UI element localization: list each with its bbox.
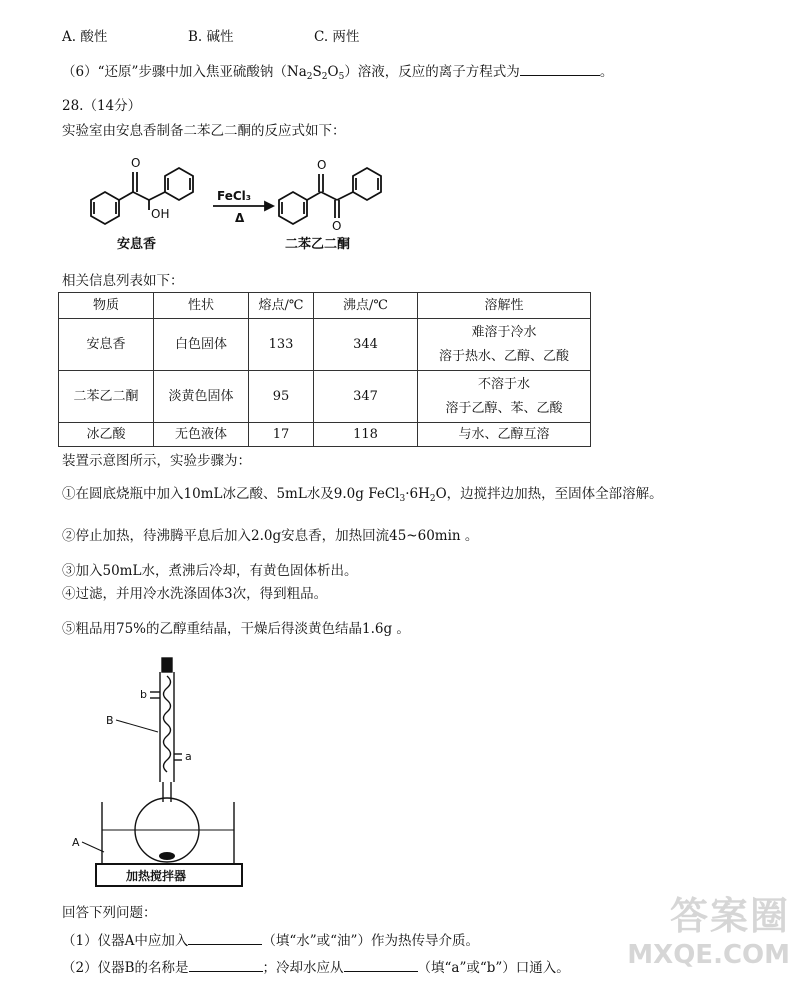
- q2-name-blank[interactable]: [189, 957, 263, 972]
- apparatus-diagram: [62, 652, 262, 892]
- cell-mp: 133: [249, 319, 314, 371]
- step-2: ②停止加热，待沸腾平息后加入2.0g安息香，加热回流45~60min 。: [62, 528, 479, 544]
- q2-port-blank[interactable]: [344, 957, 418, 972]
- q6-end: 。: [599, 64, 614, 80]
- step-4: ④过滤，并用冷水洗涤固体3次，得到粗品。: [62, 586, 328, 602]
- option-b: B. 碱性: [188, 29, 234, 45]
- table-row: [59, 423, 591, 447]
- q28-intro: 实验室由安息香制备二苯乙二酮的反应式如下：: [62, 123, 346, 139]
- question-6: [62, 61, 613, 81]
- cell-bp: 344: [314, 319, 418, 371]
- port-a-label: a: [185, 750, 192, 763]
- header-mp: 熔点/℃: [249, 293, 314, 319]
- question-2: （2）仪器B的名称是 ；冷却水应从 （填“a”或“b”）口通入。: [62, 957, 570, 977]
- q6-answer-blank[interactable]: [520, 61, 600, 76]
- product-name: 二苯乙二酮: [285, 237, 351, 252]
- table-row: [59, 319, 591, 371]
- benzene-ring: [353, 168, 381, 200]
- solubility-line: 不溶于水: [477, 376, 530, 392]
- steps-intro: 装置示意图所示，实验步骤为：: [62, 453, 251, 469]
- cell-state: 淡黄色固体: [154, 371, 249, 423]
- cell-bp: 347: [314, 371, 418, 423]
- header-substance: 物质: [59, 293, 154, 319]
- header-bp: 沸点/℃: [314, 293, 418, 319]
- step-3: ③加入50mL水，煮沸后冷却，有黄色固体析出。: [62, 563, 358, 579]
- cell-state: 白色固体: [154, 319, 249, 371]
- cell-state: 无色液体: [154, 423, 249, 447]
- port-b-label: b: [140, 688, 147, 701]
- reactant-name: 安息香: [117, 237, 157, 252]
- condenser-coil: [164, 676, 171, 772]
- benzene-ring: [91, 192, 119, 224]
- solubility-line: 难溶于冷水: [471, 324, 537, 340]
- watermark-line-2: MXQE.COM: [627, 940, 790, 970]
- cell-name: 安息香: [59, 319, 154, 371]
- header-solubility: 溶解性: [418, 293, 591, 319]
- q6-formula: $Na_2S_2O_5$: [286, 64, 345, 82]
- step-5: ⑤粗品用75%的乙醇重结晶，干燥后得淡黄色结晶1.6g 。: [62, 621, 410, 637]
- benzene-ring: [279, 192, 307, 224]
- cell-mp: 95: [249, 371, 314, 423]
- questions-intro: 回答下列问题：: [62, 905, 157, 921]
- solubility-line: 溶于热水、乙醇、乙酸: [438, 348, 569, 364]
- cell-name: 二苯乙二酮: [59, 371, 154, 423]
- cell-mp: 17: [249, 423, 314, 447]
- instrument-b-label: B: [106, 714, 114, 727]
- benzene-ring: [165, 168, 193, 200]
- hydroxyl-label: OH: [151, 207, 170, 221]
- cell-solubility: [418, 371, 591, 423]
- option-c: C. 两性: [314, 29, 360, 45]
- reaction-scheme: [75, 148, 405, 258]
- option-a: A. 酸性: [62, 29, 108, 45]
- carbonyl-o-label: O: [332, 219, 342, 233]
- q6-suffix: ）溶液，反应的离子方程式为: [344, 64, 520, 80]
- reagent-label: FeCl₃: [217, 189, 252, 203]
- q6-prefix: （6）“还原”步骤中加入焦亚硫酸钠（: [62, 64, 287, 80]
- cell-bp: 118: [314, 423, 418, 447]
- instrument-a-label: A: [72, 836, 80, 849]
- heat-symbol: Δ: [235, 211, 245, 225]
- cell-name: 冰乙酸: [59, 423, 154, 447]
- heater-label: 加热搅拌器: [126, 869, 187, 883]
- cell-solubility: 与水、乙醇互溶: [418, 423, 591, 447]
- watermark-line-1: 答案圈: [669, 894, 790, 938]
- step-1: ①在圆底烧瓶中加入10mL冰乙酸、5mL水及9.0g $FeCl_3\cdot 6H_2O$，边搅拌边加热，至固体全部溶解。: [62, 486, 663, 504]
- table-row: [59, 371, 591, 423]
- q28-header: 28.（14分）: [62, 98, 142, 114]
- carbonyl-o-label: O: [131, 156, 141, 170]
- table-header-row: [59, 293, 591, 319]
- watermark-logo: [610, 885, 790, 975]
- carbonyl-o-label: O: [317, 158, 327, 172]
- properties-table: [58, 292, 591, 447]
- q1-answer-blank[interactable]: [188, 930, 262, 945]
- header-state: 性状: [154, 293, 249, 319]
- table-intro: 相关信息列表如下：: [62, 273, 184, 289]
- solubility-line: 溶于乙醇、苯、乙酸: [445, 400, 563, 416]
- question-1: （1）仪器A中应加入 （填“水”或“油”）作为热传导介质。: [62, 930, 479, 950]
- cell-solubility: [418, 319, 591, 371]
